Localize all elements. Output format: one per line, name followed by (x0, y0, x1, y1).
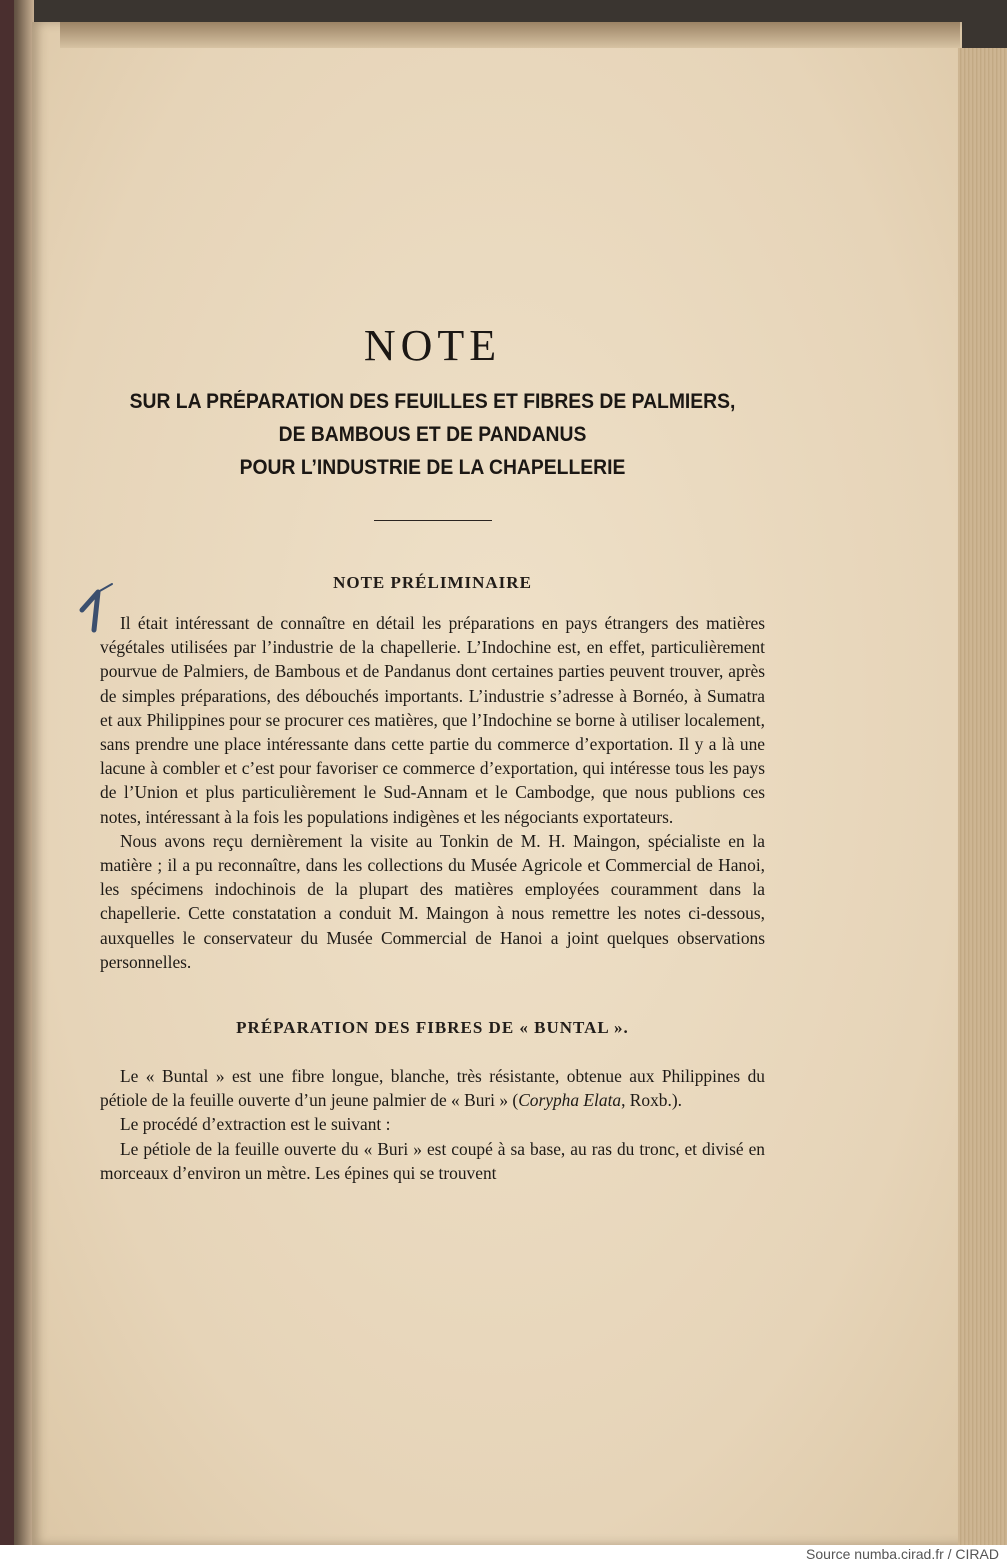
book-spine (0, 0, 14, 1545)
paragraph: Nous avons reçu dernièrement la visite au Tonkin de M. H. Maingon, spécialiste en la matière ; il a pu reconnaître, dans les collections du Musée Agricole et Commercial de Hanoi, les spécimens indochinois de la plupart des matières employées couramment dans la chapellerie. Cette constatation a conduit M. Maingon à nous remettre les notes ci-dessous, auxquelles le conservateur du Musée Commercial de Hanoi a joint quelques observations personnelles. (100, 830, 765, 972)
paragraph-text: , Roxb.). (621, 1090, 682, 1111)
paragraph: Le procédé d’extraction est le suivant : (120, 1114, 391, 1135)
subtitle-line-1: SUR LA PRÉPARATION DES FEUILLES ET FIBRES DE PALMIERS, (129, 390, 736, 413)
document-content (100, 320, 765, 1185)
paragraph (100, 1064, 765, 1112)
paragraph: Il était intéressant de connaître en détail les préparations en pays étrangers des matières végétales utilisées par l’industrie de la chapellerie. L’Indochine est, en effet, particulièrement pourvue de Palmiers, de Bambous et de Pandanus dont certaines parties peuvent trouver, après de simples préparations, des débouchés importants. L’industrie s’adresse à Bornéo, à Sumatra et aux Philippines pour se procurer ces matières, que l’Indochine se borne à utiliser localement, sans prendre une place intéressante dans cette partie du commerce d’exportation. Il y a là une lacune à combler et c’est pour favoriser ce commerce d’exportation, qui intéresse tous les pays de l’Union et plus particulièrement le Sud-Annam et le Cambodge, que nous publions ces notes, intéressant à la fois les populations indigènes et les négociants exportateurs. (100, 613, 765, 827)
page-top-edge (60, 22, 960, 48)
page-stack-edge (958, 48, 1007, 1545)
subtitle-line-3: POUR L’INDUSTRIE DE LA CHAPELLERIE (239, 456, 626, 479)
title-divider (374, 520, 492, 521)
document-title: NOTE (363, 321, 502, 370)
paragraph: Le pétiole de la feuille ouverte du « Buri » est coupé à sa base, au ras du tronc, et divisé en morceaux d’environ un mètre. Les épines qui se trouvent (100, 1138, 765, 1183)
subtitle-line-2: DE BAMBOUS ET DE PANDANUS (278, 423, 587, 446)
section-heading-preliminary: NOTE PRÉLIMINAIRE (333, 573, 532, 592)
paragraph-text: Le « Buntal » est une fibre longue, blanche, très résistante, obtenue aux Philippines du pétiole de la feuille ouverte d’un jeune palmier de « Buri » ( (100, 1066, 765, 1111)
section-heading-buntal: PRÉPARATION DES FIBRES DE « BUNTAL ». (236, 1018, 629, 1038)
species-name: Corypha Elata (518, 1090, 622, 1111)
source-credit: Source numba.cirad.fr / CIRAD (806, 1546, 999, 1562)
